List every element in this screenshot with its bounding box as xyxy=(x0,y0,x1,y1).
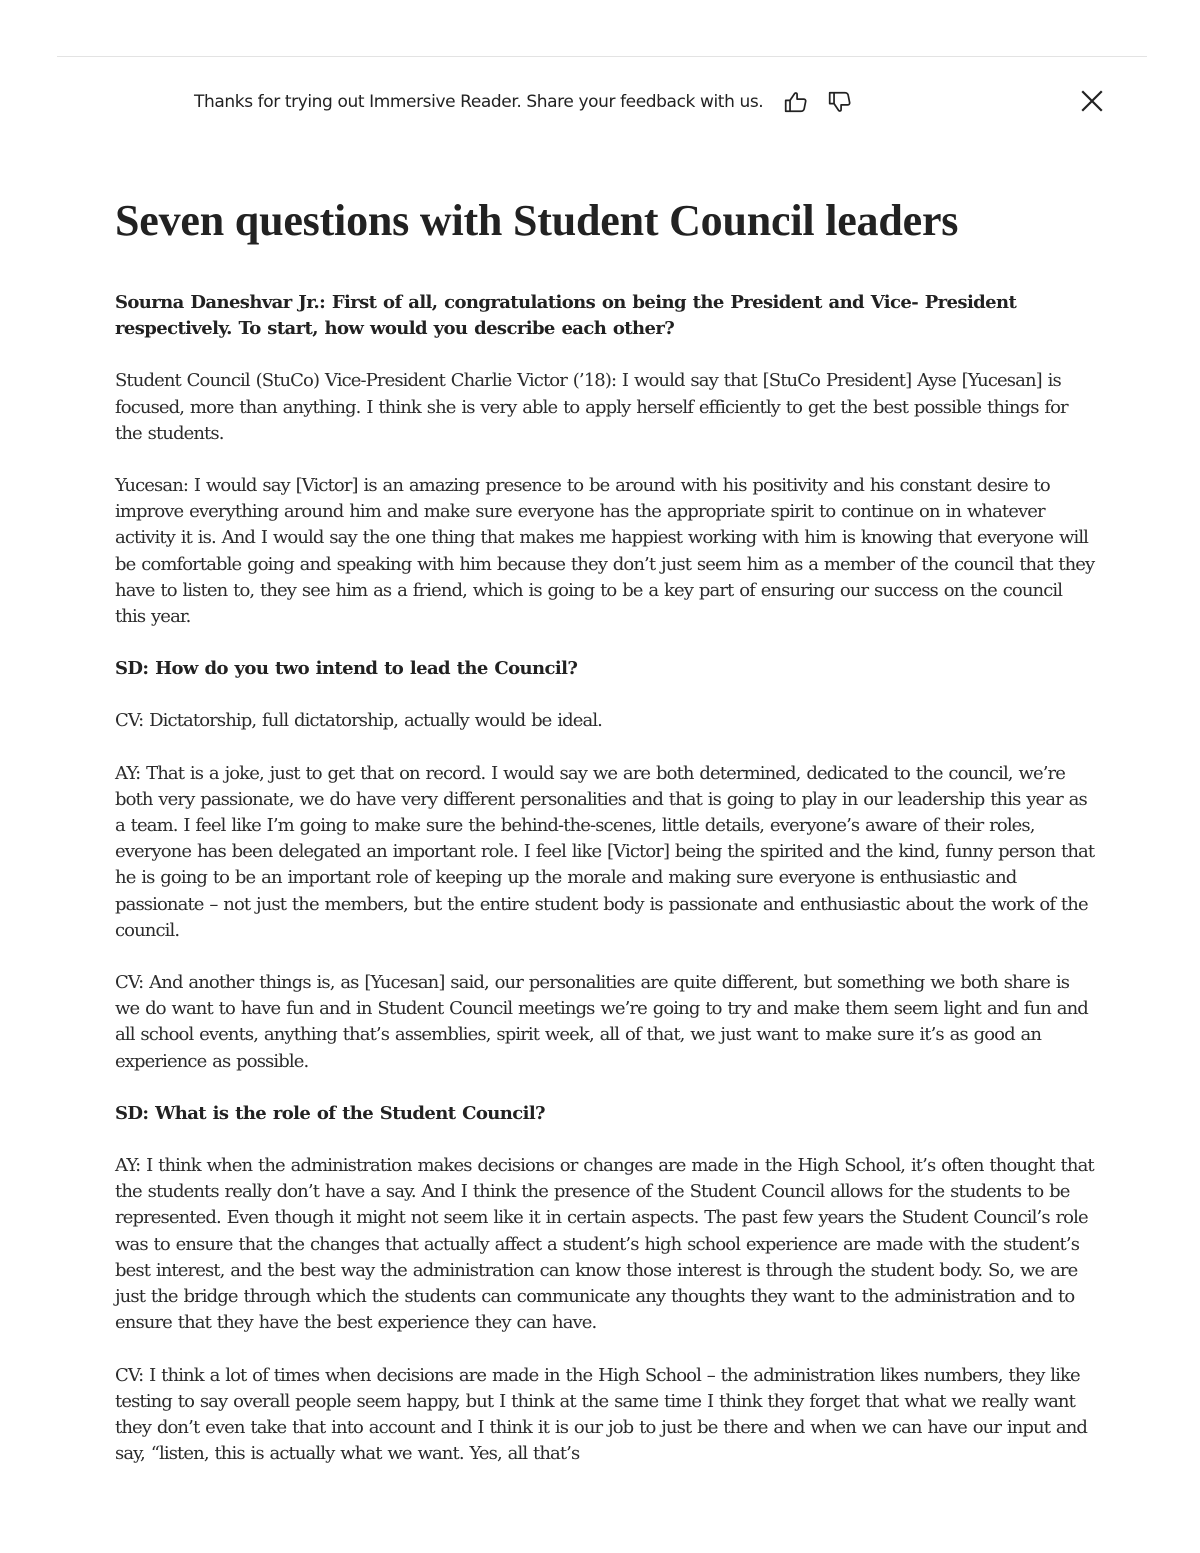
question-paragraph: SD: How do you two intend to lead the Council? xyxy=(115,658,578,680)
close-icon xyxy=(1081,90,1103,112)
article-title: Seven questions with Student Council leaders xyxy=(115,196,959,245)
answer-paragraph: AY: I think when the administration makes decisions or changes are made in the High School, it’s often thought that the students really don’t have a say. And I think the presence of the Student Council allows for the students to be represented. Even though it might not seem like it in certain aspects. The past few years the Student Council’s role was to ensure that the changes that actually affect a student’s high school experience are made with the student’s best interest, and the best way the administration can know those interest is through the student body. So, we are just the bridge through which the students can communicate any thoughts they want to the administration and to ensure that they have the best experience they can have. xyxy=(115,1155,1094,1334)
answer-paragraph: AY: That is a joke, just to get that on record. I would say we are both determined, dedicated to the council, we’re both very passionate, we do have very different personalities and that is going to play in our leadership this year as a team. I feel like I’m going to make sure the behind-the-scenes, little details, everyone’s aware of their roles, everyone has been delegated an important role. I feel like [Victor] being the spirited and the kind, funny person that he is going to be an important role of keeping up the morale and making sure everyone is enthusiastic and passionate – not just the members, but the entire student body is passionate and enthusiastic about the work of the council. xyxy=(115,762,1095,941)
thumbs-up-icon[interactable] xyxy=(781,87,811,117)
answer-paragraph: CV: I think a lot of times when decisions are made in the High School – the administration likes numbers, they like testing to say overall people seem happy, but I think at the same time I think they forget that what we really want they don’t even take that into account and I think it is our job to just be there and when we can have our input and say, “listen, this is actually what we want. Yes, all that’s xyxy=(115,1364,1088,1465)
answer-paragraph: CV: Dictatorship, full dictatorship, actually would be ideal. xyxy=(115,710,603,732)
question-paragraph: SD: What is the role of the Student Council? xyxy=(115,1102,546,1124)
feedback-banner xyxy=(194,86,855,118)
answer-paragraph: Yucesan: I would say [Victor] is an amazing presence to be around with his positivity and his constant desire to improve everything around him and make sure everyone has the appropriate spirit to continue on in whatever activity it is. And I would say the one thing that makes me happiest working with him is knowing that everyone will be comfortable going and speaking with him because they don’t just seem him as a member of the council that they have to listen to, they see him as a friend, which is going to be a key part of ensuring our success on the council this year. xyxy=(115,475,1095,628)
close-button[interactable] xyxy=(1076,85,1108,117)
thumbs-down-icon[interactable] xyxy=(825,87,855,117)
article-body xyxy=(115,192,1095,1493)
answer-paragraph: Student Council (StuCo) Vice-President Charlie Victor (’18): I would say that [StuCo President] Ayse [Yucesan] is focused, more than anything. I think she is very able to apply herself efficiently to get the best possible things for the students. xyxy=(115,370,1068,444)
question-paragraph: Sourna Daneshvar Jr.: First of all, congratulations on being the President and Vice- President respectively. To start, how would you describe each other? xyxy=(115,292,1017,340)
answer-paragraph: CV: And another things is, as [Yucesan] said, our personalities are quite different, but something we both share is we do want to have fun and in Student Council meetings we’re going to try and make them seem light and fun and all school events, anything that’s assemblies, spirit week, all of that, we just want to make sure it’s as good an experience as possible. xyxy=(115,972,1088,1072)
top-divider xyxy=(57,56,1147,57)
feedback-message: Thanks for trying out Immersive Reader. Share your feedback with us. xyxy=(194,92,764,112)
